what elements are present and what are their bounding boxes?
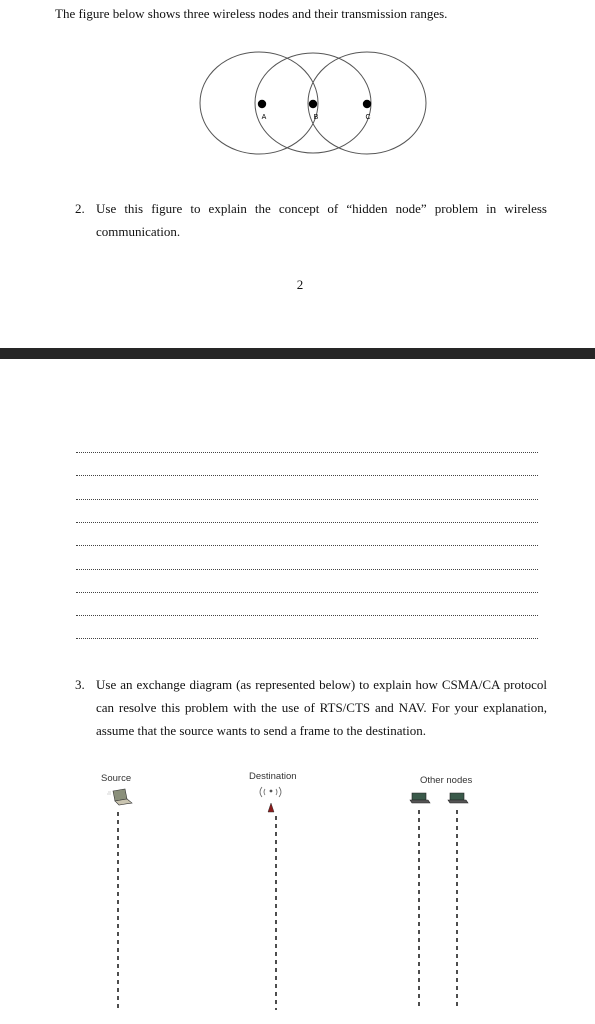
question-3-number: 3.: [75, 677, 85, 692]
source-label: Source: [101, 773, 132, 784]
destination-label: Destination: [249, 771, 297, 782]
intro-text: The figure below shows three wireless nodes and their transmission ranges.: [55, 6, 448, 21]
page-number: 2: [296, 277, 304, 292]
node-c-label: C: [365, 114, 371, 121]
node-b-label: B: [313, 114, 319, 121]
other-nodes-label: Other nodes: [420, 775, 473, 786]
node-a-label: A: [261, 114, 267, 121]
question-3-text: Use an exchange diagram (as represented below) to explain how CSMA/CA protocol can resolve this problem with the use of RTS/CTS and NAV. For your explanation, assume that the source wants to send a frame to the destination.: [96, 677, 547, 738]
question-2-number: 2.: [75, 201, 85, 216]
question-2-text: Use this figure to explain the concept of “hidden node” problem in wireless communication.: [96, 201, 547, 239]
